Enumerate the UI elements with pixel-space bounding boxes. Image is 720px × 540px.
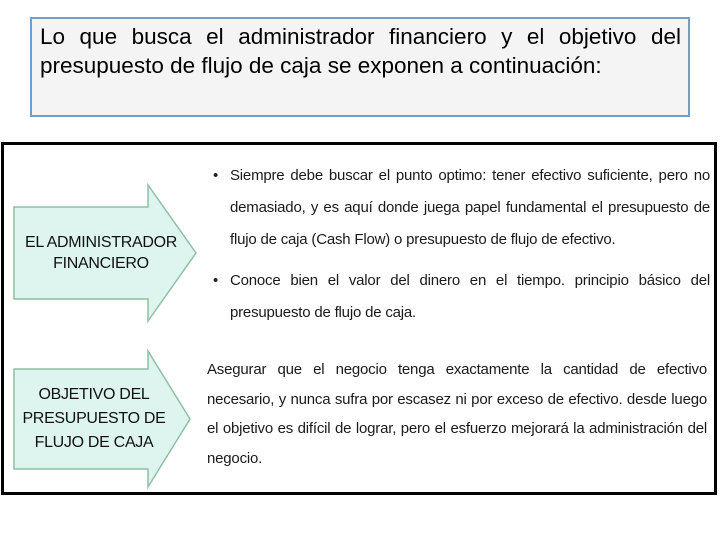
- bullet-icon: •: [213, 272, 219, 289]
- arrow-admin: [12, 183, 198, 323]
- objective-text: Asegurar que el negocio tenga exactamente la cantidad de efectivo necesario, y nunca sufra por escasez ni por exceso de efectivo. desde luego el objetivo es difícil de lograr, pero el esfuerzo mejorará la administración del negocio.: [207, 361, 707, 467]
- list-item: [210, 160, 710, 256]
- bullet-icon: •: [213, 167, 219, 184]
- arrow-objective-label: OBJETIVO DEL PRESUPUESTO DE FLUJO DE CAJA: [22, 386, 166, 451]
- admin-bullet-list: [210, 160, 710, 338]
- bullet-text: Siempre debe buscar el punto optimo: tener efectivo suficiente, pero no demasiado, y es aquí donde juega papel fundamental el presupuesto de flujo de caja (Cash Flow) o presupuesto de flujo de efectivo.: [230, 167, 710, 248]
- bullet-text: Conoce bien el valor del dinero en el tiempo. principio básico del presupuesto de flujo de caja.: [230, 272, 710, 321]
- intro-box: [30, 17, 690, 117]
- list-item: [210, 265, 710, 329]
- arrow-objective: [12, 349, 192, 489]
- arrow-admin-label: EL ADMINISTRADOR FINANCIERO: [25, 234, 177, 272]
- intro-text: Lo que busca el administrador financiero y el objetivo del presupuesto de flujo de caja se exponen a continuación:: [40, 24, 681, 78]
